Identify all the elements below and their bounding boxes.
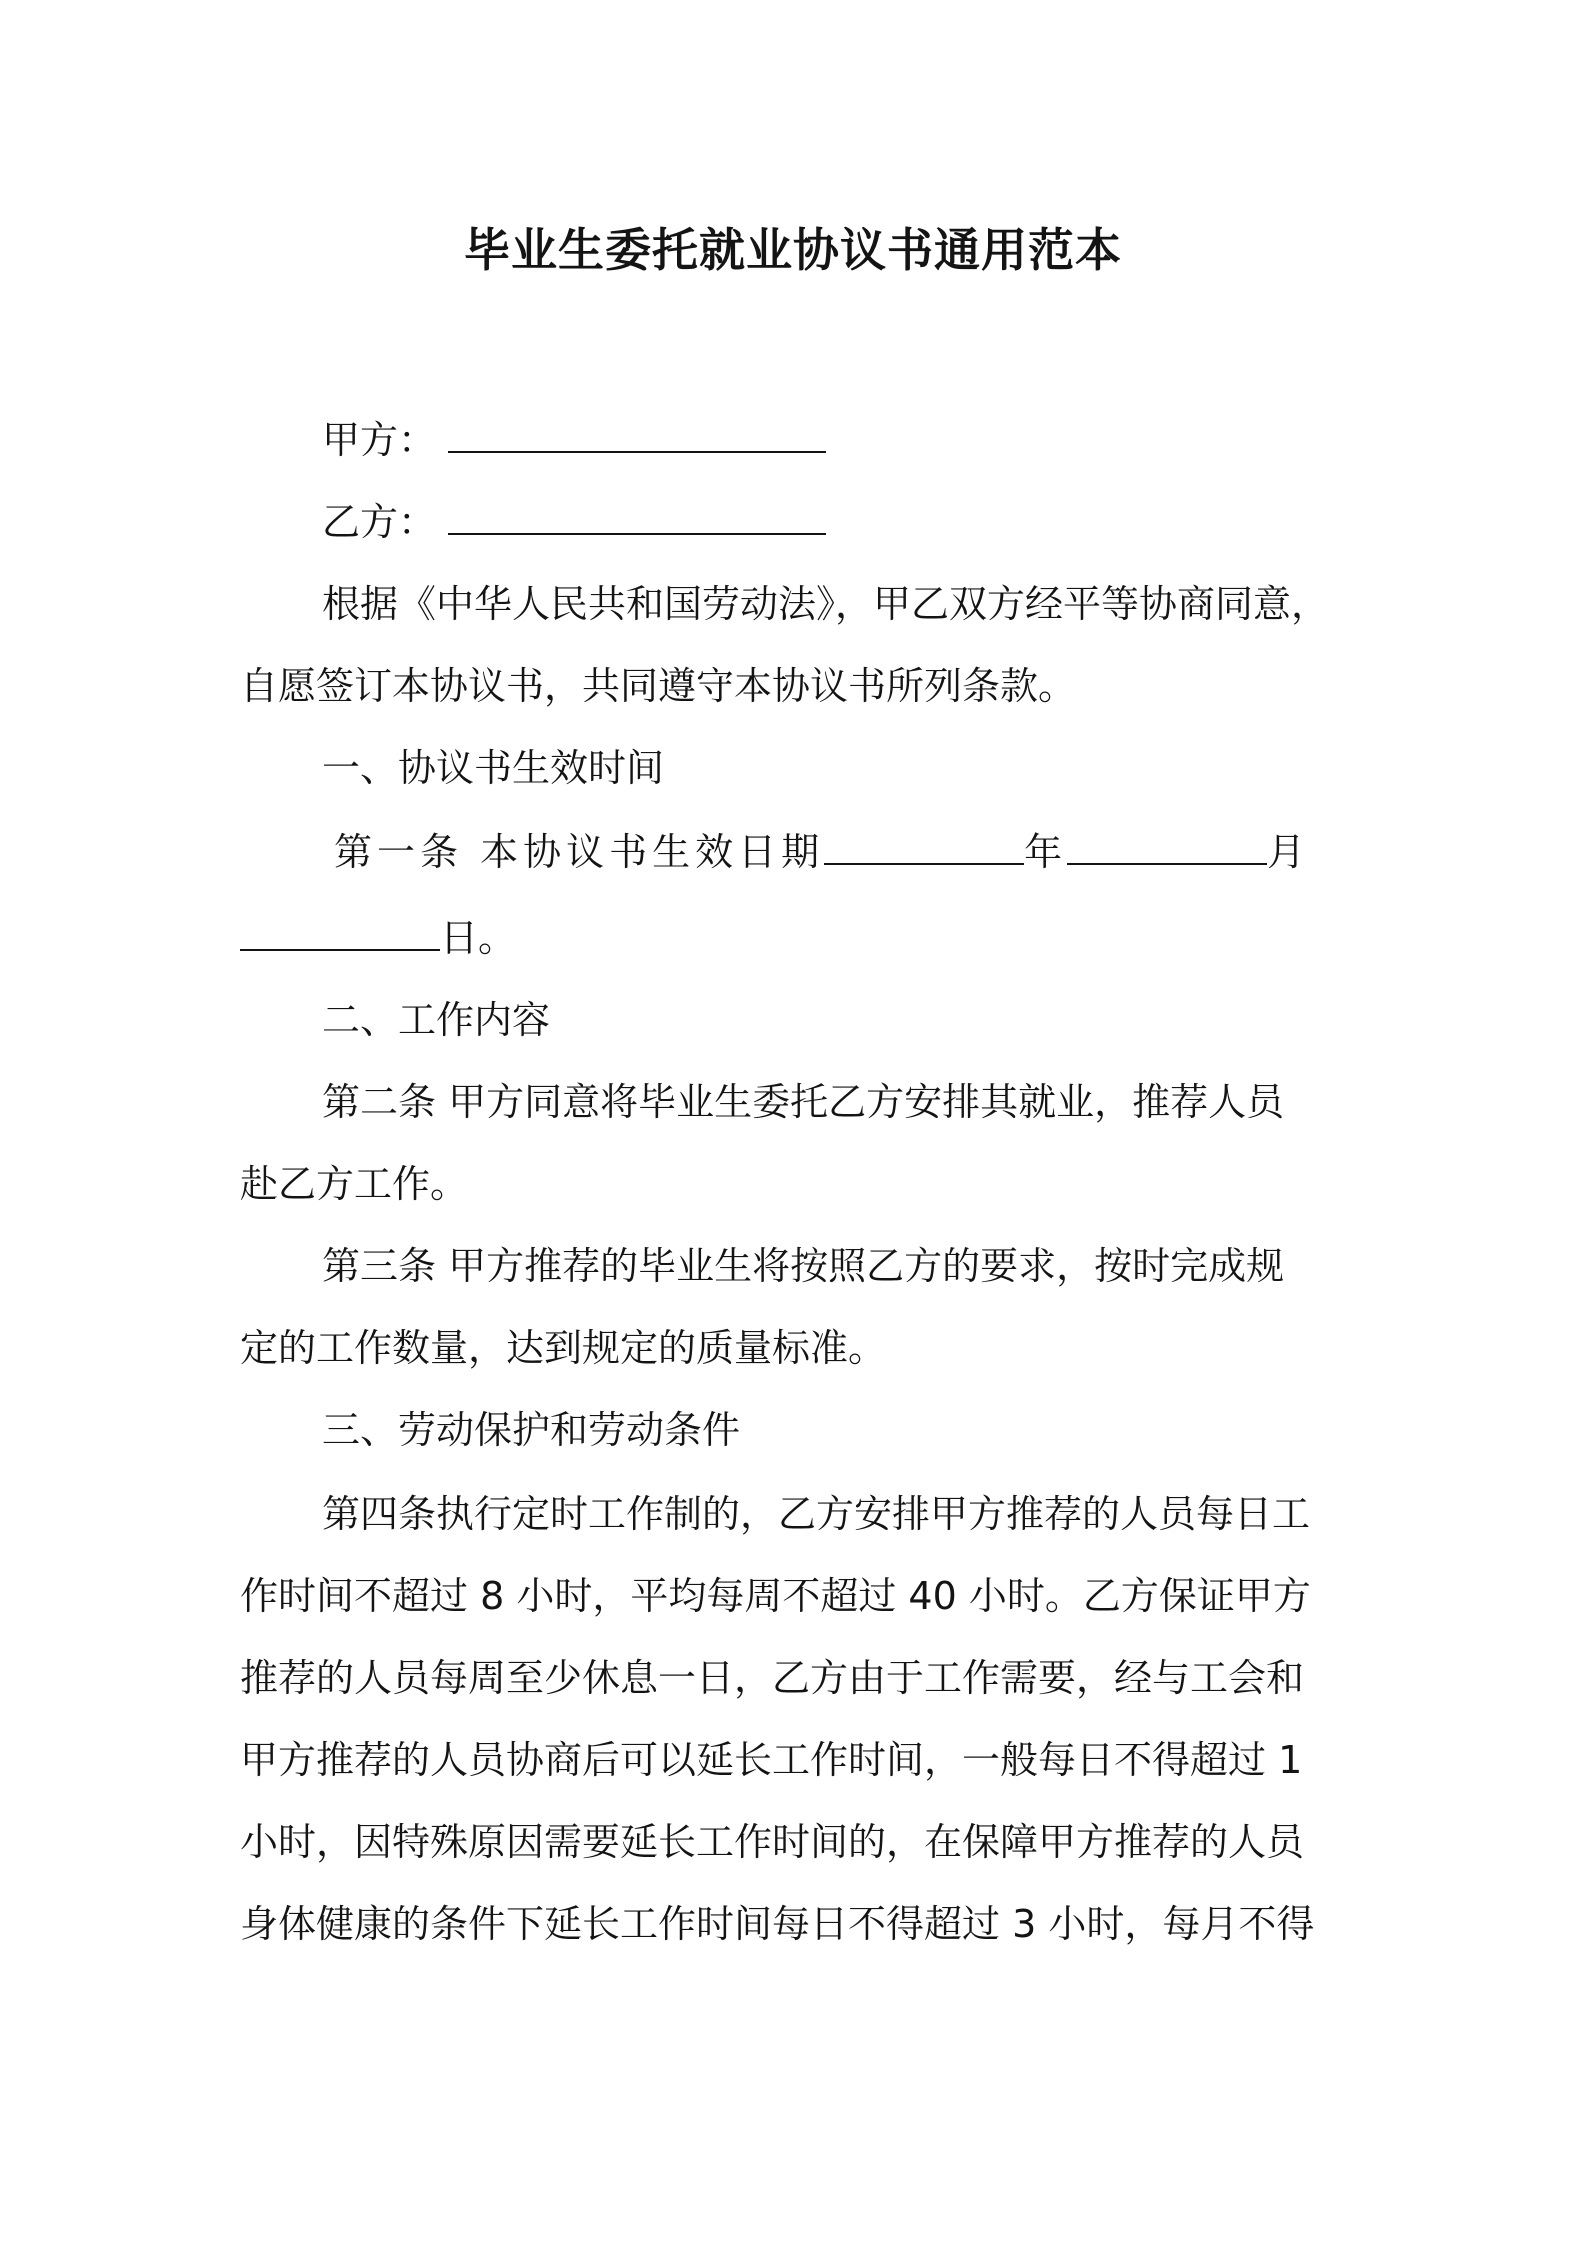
intro-line-2: 自愿签订本协议书，共同遵守本协议书所列条款。 [240, 664, 1077, 708]
article4-line-6: 身体健康的条件下延长工作时间每日不得超过 3 小时，每月不得 [240, 1902, 1315, 1946]
party-b-label: 乙方： [322, 500, 437, 544]
party-a-blank [448, 415, 826, 453]
day-label: 日。 [440, 916, 517, 960]
article1-prefix: 第一条 本协议书生效日期 [334, 830, 825, 874]
party-b-blank [448, 497, 826, 535]
article4-line-5: 小时，因特殊原因需要延长工作时间的，在保障甲方推荐的人员 [240, 1820, 1305, 1864]
article3-line-1: 第三条 甲方推荐的毕业生将按照乙方的要求，按时完成规 [322, 1244, 1285, 1288]
article4-line-2: 作时间不超过 8 小时，平均每周不超过 40 小时。乙方保证甲方 [240, 1574, 1311, 1618]
intro-line-1: 根据《中华人民共和国劳动法》，甲乙双方经平等协商同意， [322, 582, 1330, 626]
day-blank [240, 913, 440, 951]
section1-heading: 一、协议书生效时间 [322, 746, 665, 790]
party-a-label: 甲方： [322, 418, 437, 462]
article4-line-4: 甲方推荐的人员协商后可以延长工作时间，一般每日不得超过 1 [240, 1738, 1303, 1782]
document-title: 毕业生委托就业协议书通用范本 [464, 223, 1122, 277]
article1-line-2 [240, 908, 1360, 968]
article4-line-1: 第四条执行定时工作制的，乙方安排甲方推荐的人员每日工 [322, 1492, 1311, 1536]
year-label: 年 [1024, 830, 1068, 874]
year-blank [824, 827, 1024, 865]
party-b-line [322, 492, 1360, 552]
month-blank [1067, 827, 1267, 865]
article2-line-2: 赴乙方工作。 [240, 1162, 469, 1206]
party-a-line [322, 410, 1360, 470]
article3-line-2: 定的工作数量，达到规定的质量标准。 [240, 1326, 887, 1370]
article2-line-1: 第二条 甲方同意将毕业生委托乙方安排其就业，推荐人员 [322, 1080, 1285, 1124]
article4-line-3: 推荐的人员每周至少休息一日，乙方由于工作需要，经与工会和 [240, 1656, 1305, 1700]
article1-line-1 [334, 822, 1360, 882]
month-label: 月 [1267, 830, 1311, 874]
section3-heading: 三、劳动保护和劳动条件 [322, 1408, 741, 1452]
section2-heading: 二、工作内容 [322, 998, 551, 1042]
